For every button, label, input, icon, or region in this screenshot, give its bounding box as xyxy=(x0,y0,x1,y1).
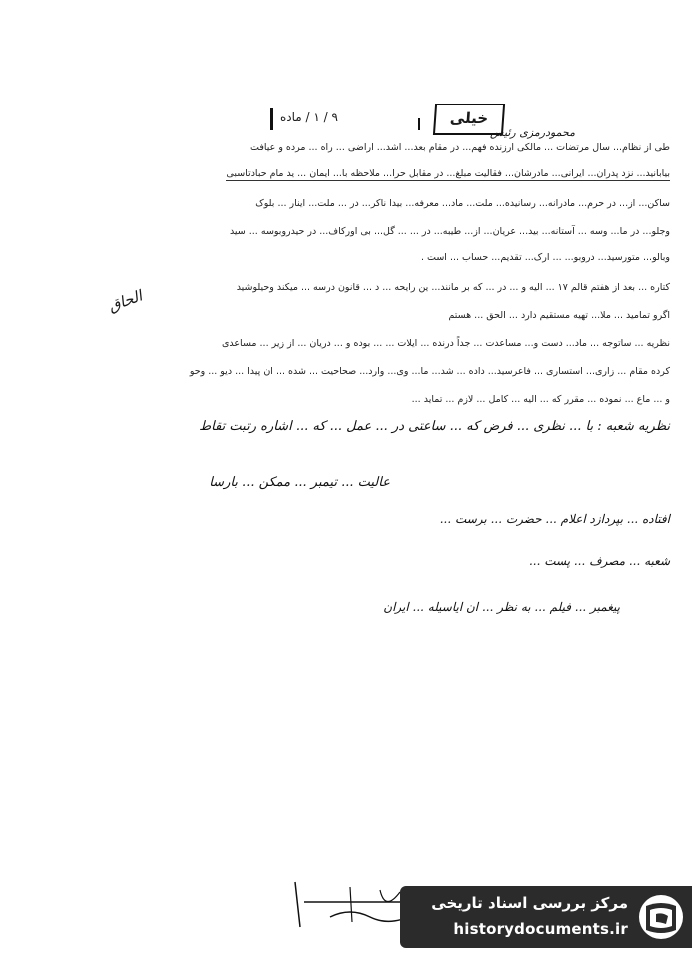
typed-line: ساکن... از... در حرم... مادرانه... رسانیده... ملت... ماد... معرفه... بیدا ناکر... در ... ملت... اینار ... بلوک xyxy=(255,198,670,209)
handwritten-line: عالیت ... تیمبر ... ممکن ... بارسا xyxy=(209,475,390,490)
handwritten-line: افتاده ... بپردازد اعلام ... حضرت ... برست ... xyxy=(439,512,670,526)
typed-line: اگرو تمامید ... ملا... تهیه مستقیم دارد ... الحق ... هستم xyxy=(448,310,670,321)
archive-logo xyxy=(400,886,692,948)
typed-line: وبالو... متورسید... دروبو... ... ارک... تقدیم... حساب ... است . xyxy=(420,252,670,263)
handwritten-line: نظریه شعبه : با ... نظری ... فرض که ... ساعتی در ... عمل ... که ... اشاره رتبت تقاط xyxy=(199,419,670,434)
typed-line: نظریه ... ساتوجه ... ماد... دست و... مساعدت ... جداً درنده ... ایلات ... ... بوده و ... دریان ... از زیر ... مساعدی xyxy=(221,338,670,349)
handwritten-line: پیغمبر ... فیلم ... به نظر ... ان ایاسیله ... ایران xyxy=(383,600,620,614)
typed-line: وجلو... در ما... وسه ... آستانه... بید... عریان... از... طیبه... در ... ... گل... بی اورکاف... در حیدروبوسه ... سید xyxy=(229,226,670,237)
header-date: ۹ / ۱ / ماده xyxy=(280,110,338,124)
typed-line: طی از نظام... سال مرتضات ... مالکی ارزنده فهم... در مقام بعد... اشد... اراضی ... راه ... مرده و عیافت xyxy=(250,142,670,153)
margin-note: الحاق xyxy=(105,286,145,316)
archive-url: historydocuments.ir xyxy=(453,920,628,938)
typed-line: کرده مقام ... زاری... استساری ... فاعرسید... داده ... شد... ما... وی... وارد... صحاحیت ... شده ... ان پیدا ... دیو ... وحو xyxy=(189,366,670,377)
header-mark xyxy=(270,108,273,130)
typed-line: و ... ماع ... نموده ... مقرر که ... الیه ... کامل ... لازم ... تماید ... xyxy=(411,394,670,405)
typed-line: بیابانید... نزد پدران... ایرانی... مادرشان... فقالیت مبلغ... در مقابل حرا... ملاحظه با... ایمان ... ید مام حبادتاسبی xyxy=(226,168,670,179)
classification-stamp: خیلی xyxy=(433,104,505,135)
archive-name-fa: مرکز بررسی اسناد تاریخی xyxy=(431,894,628,912)
handwritten-line: شعبه ... مصرف ... پست ... xyxy=(528,554,670,568)
header-addressee: محمودرمزی رئیس xyxy=(490,126,576,139)
typed-line: کتاره ... بعد از هفتم قالم ۱۷ ... الیه و ... در ... که بر مانند... ین رایحه ... د ... قانون درسه ... میکند وحیلوشید xyxy=(236,282,670,293)
header-mark-2 xyxy=(418,118,420,130)
archive-emblem-icon xyxy=(636,892,686,942)
